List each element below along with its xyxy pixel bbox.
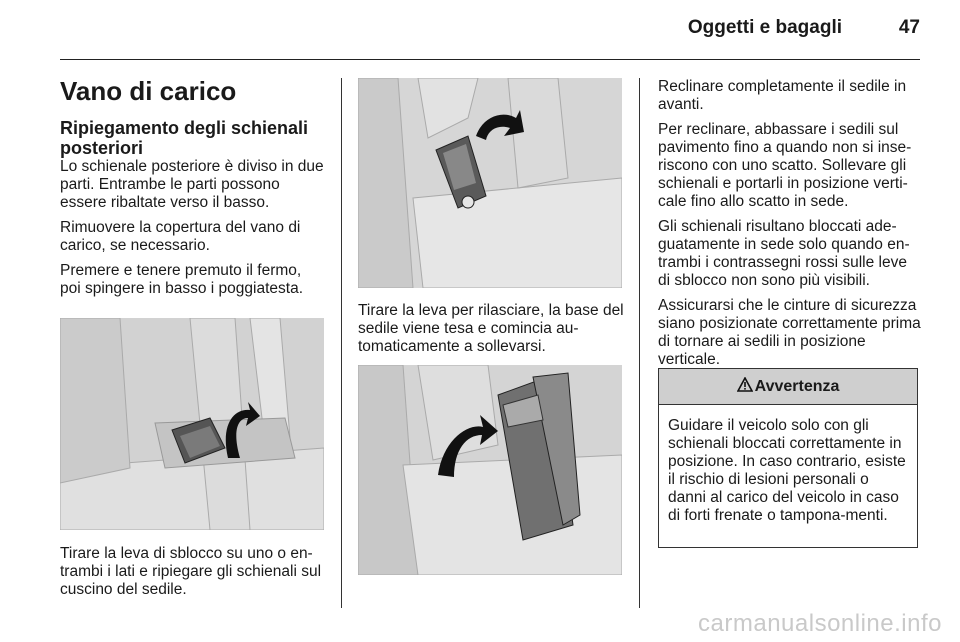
caption-left bbox=[60, 545, 326, 606]
right-column bbox=[658, 78, 922, 376]
illustration-release-lever-rear bbox=[60, 318, 324, 530]
illustration-seat-folding bbox=[358, 365, 622, 575]
paragraph: Premere e tenere premuto il fermo, poi spingere in basso i poggiatesta. bbox=[60, 262, 303, 297]
illustration-seat-lever bbox=[358, 78, 622, 288]
section-title: Vano di carico bbox=[60, 76, 237, 106]
warning-box bbox=[658, 368, 918, 548]
paragraph: Rimuovere la copertura del vano di carico, se necessario. bbox=[60, 219, 301, 254]
paragraph: Reclinare completamente il sedile in avanti. bbox=[658, 78, 907, 113]
page-header-title: Oggetti e bagagli bbox=[687, 17, 842, 38]
caption-middle bbox=[358, 302, 624, 363]
header-rule bbox=[60, 59, 920, 60]
column-divider-right bbox=[639, 78, 640, 608]
watermark: carmanualsonline.info bbox=[698, 610, 942, 637]
caption-text: Tirare la leva per rilasciare, la base del sedile viene tesa e comincia au-tomaticamente a sollevarsi. bbox=[358, 302, 624, 355]
page-number: 47 bbox=[898, 17, 920, 38]
caption-text: Tirare la leva di sblocco su uno o en-trambi i lati e ripiegare gli schienali sul cuscino del sedile. bbox=[60, 545, 322, 598]
warning-text: Guidare il veicolo solo con gli schienali bloccati correttamente in posizione. In caso contrario, esiste il rischio di lesioni personali o danni al carico del veicolo in caso di forti frenate o tampona-menti. bbox=[668, 417, 906, 524]
paragraph: Assicurarsi che le cinture di sicurezza siano posizionate correttamente prima di tornare ai sedili in posizione verticale. bbox=[658, 297, 921, 368]
paragraph: Per reclinare, abbassare i sedili sul pavimento fino a quando non si inse-riscono con uno scatto. Sollevare gli schienali e portarli in posizione verti-cale fino allo scatto in sede. bbox=[658, 121, 912, 210]
paragraph: Gli schienali risultano bloccati ade-guatamente in sede solo quando en-trambi i contrassegni rossi sulle leve di sblocco non sono più visibili. bbox=[658, 218, 910, 289]
subsection-title: Ripiegamento degli schienali posteriori bbox=[60, 118, 309, 158]
paragraph: Lo schienale posteriore è diviso in due parti. Entrambe le parti possono essere ribaltate verso il basso. bbox=[60, 158, 324, 211]
warning-title: Avvertenza bbox=[754, 377, 840, 395]
left-column bbox=[60, 76, 326, 305]
warning-header bbox=[659, 369, 917, 405]
warning-triangle-icon bbox=[737, 377, 753, 397]
column-divider-left bbox=[341, 78, 342, 608]
